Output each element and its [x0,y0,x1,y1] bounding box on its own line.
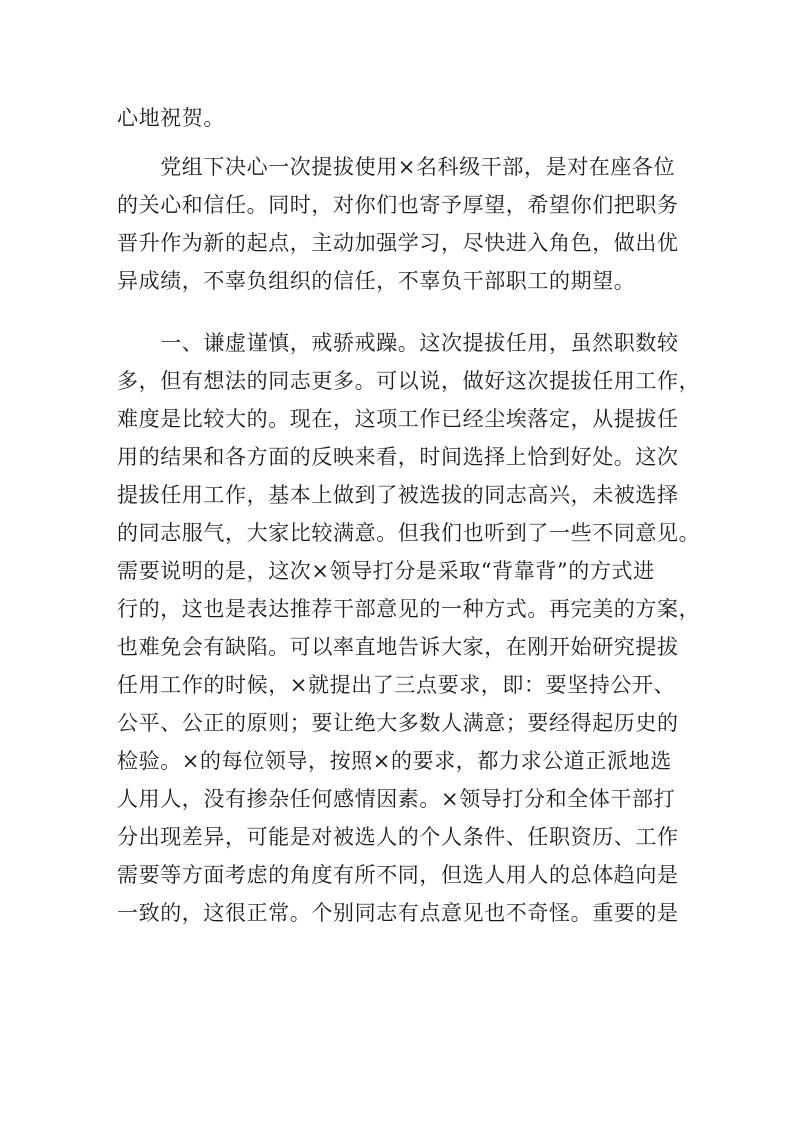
text-line: 难度是比较大的。现在，这项工作已经尘埃落定，从提拔任 [117,407,679,431]
text-line: 行的，这也是表达推荐干部意见的一种方式。再完美的方案， [117,597,701,621]
text-line: 晋升作为新的起点，主动加强学习，尽快进入角色，做出优 [117,231,679,255]
text-line: 提拔任用工作，基本上做到了被选拔的同志高兴，未被选择 [117,483,679,507]
document-body [117,99,701,932]
paragraph-spacing [117,137,677,148]
paragraph-closing-greeting [117,99,677,137]
text-line: 党组下决心一次提拔使用×名科级干部，是对在座各位 [117,155,676,179]
text-line: 需要说明的是，这次×领导打分是采取“背靠背”的方式进 [117,559,655,583]
text-line: 公平、公正的原则；要让绝大多数人满意；要经得起历史的 [117,711,679,735]
text-line: 任用工作的时候，×就提出了三点要求，即：要坚持公开、 [117,673,676,697]
text-line: 检验。×的每位领导，按照×的要求，都力求公道正派地选 [117,749,672,773]
text-line: 人用人，没有掺杂任何感情因素。×领导打分和全体干部打 [117,787,676,811]
text-line: 异成绩，不辜负组织的信任，不辜负干部职工的期望。 [117,269,636,293]
text-line: 也难免会有缺陷。可以率直地告诉大家，在刚开始研究提拔 [117,635,679,659]
text-line: 用的结果和各方面的反映来看，时间选择上恰到好处。这次 [117,445,679,469]
paragraph-expectations [117,148,677,300]
text-line: 需要等方面考虑的角度有所不同，但选人用人的总体趋向是 [117,863,679,887]
text-line: 的关心和信任。同时，对你们也寄予厚望，希望你们把职务 [117,193,679,217]
text-line: 一、谦虚谨慎，戒骄戒躁。这次提拔任用，虽然职数较 [117,331,679,355]
text-line: 心地祝贺。 [117,106,225,130]
text-line: 多，但有想法的同志更多。可以说，做好这次提拔任用工作， [117,369,701,393]
text-line: 一致的，这很正常。个别同志有点意见也不奇怪。重要的是 [117,901,679,925]
paragraph-section-one [117,324,701,932]
paragraph-spacing [117,300,677,324]
text-line: 分出现差异，可能是对被选人的个人条件、任职资历、工作 [117,825,679,849]
text-line: 的同志服气，大家比较满意。但我们也听到了一些不同意见。 [117,521,701,545]
